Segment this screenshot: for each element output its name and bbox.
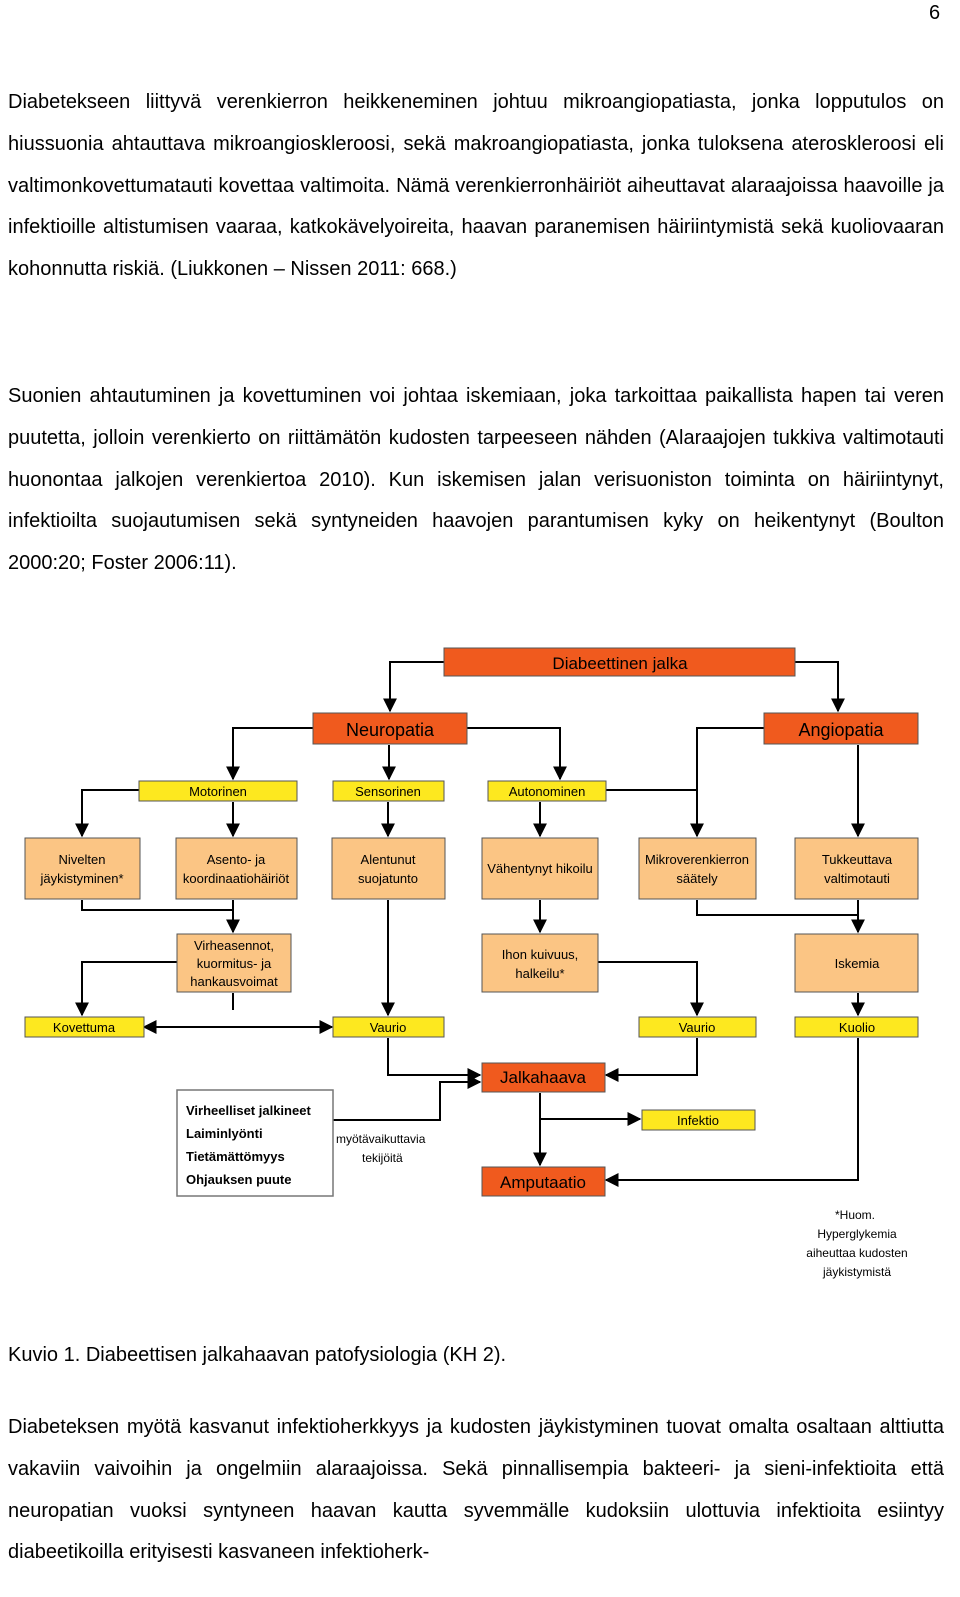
- connector: [388, 1038, 480, 1075]
- connector: [606, 1038, 697, 1075]
- node-neuropathy-label: Neuropatia: [345, 720, 435, 740]
- node-joint-stiffness-l1: Nivelten: [58, 852, 106, 867]
- connector: [697, 728, 764, 790]
- connector: [598, 962, 697, 1015]
- note-l2: Hyperglykemia: [817, 1227, 897, 1241]
- node-autonomic-label: Autonominen: [508, 784, 586, 799]
- connector: [82, 900, 233, 910]
- connector: [606, 790, 697, 836]
- node-amputation-label: Amputaatio: [500, 1173, 586, 1192]
- node-dry-skin: [482, 934, 598, 992]
- connector: [82, 790, 139, 836]
- node-posture-l1: Asento- ja: [206, 852, 266, 867]
- connector: [233, 728, 313, 779]
- factor-item: Tietämättömyys: [186, 1149, 285, 1164]
- connector: [390, 662, 444, 711]
- node-motor-label: Motorinen: [189, 784, 247, 799]
- node-microcirculation-l2: säätely: [676, 871, 718, 886]
- connector: [467, 728, 560, 779]
- node-diabetic-foot-label: Diabeettinen jalka: [552, 654, 688, 673]
- figure-caption: Kuvio 1. Diabeettisen jalkahaavan patofysiologia (KH 2).: [8, 1344, 507, 1366]
- pathophysiology-diagram: [0, 640, 960, 1300]
- paragraph-2: Suonien ahtautuminen ja kovettuminen voi johtaa iskemiaan, joka tarkoittaa paikallista hapen tai veren puutetta, jolloin verenkierto on riittämätön kudosten tarpeeseen nähden (Alaraajojen tukkiva valtimotauti huonontaa jalkojen verenkiertoa 2010). Kun iskemisen jalan verisuoniston toiminta on häiriintynyt, infektioilta suojautumisen sekä syntyneiden haavojen parantumisen kyky on heikentynyt (Boulton 2000:20; Foster 2006:11).: [8, 385, 944, 575]
- node-joint-stiffness-l2: jäykistyminen*: [40, 871, 124, 886]
- node-infection-label: Infektio: [677, 1113, 719, 1128]
- node-reduced-sweating-label: Vähentynyt hikoilu: [487, 861, 593, 876]
- note-l4: jäykistymistä: [822, 1265, 892, 1279]
- connector: [82, 962, 177, 1015]
- node-occlusive-disease-l2: valtimotauti: [824, 871, 890, 886]
- paragraph-1: Diabetekseen liittyvä verenkierron heikkeneminen johtuu mikroangiopatiasta, jonka lopputulos on hiussuonia ahtauttava mikroangioskleroosi, sekä makroangiopatiasta, jonka tuloksena ateroskleroosi eli valtimonkovettumatauti kovettaa valtimoita. Nämä verenkierronhäiriöt aiheuttavat alaraajoissa haavoille ja infektioille altistumisen vaaraa, katkokävelyoireita, haavan paranemisen häiriintymistä sekä kuoliovaaran kohonnutta riskiä. (Liukkonen – Nissen 2011: 668.): [8, 91, 944, 281]
- node-callus-label: Kovettuma: [52, 1020, 116, 1035]
- note-l3: aiheuttaa kudosten: [806, 1246, 908, 1260]
- factor-item: Laiminlyönti: [186, 1126, 263, 1141]
- factor-item: Virheelliset jalkineet: [186, 1103, 311, 1118]
- node-occlusive-disease-l1: Tukkeuttava: [821, 852, 893, 867]
- node-malposition-l3: hankausvoimat: [190, 974, 278, 989]
- node-reduced-sensation: [332, 838, 445, 899]
- node-dry-skin-l2: halkeilu*: [515, 966, 565, 981]
- node-foot-ulcer-label: Jalkahaava: [499, 1068, 587, 1087]
- node-angiopathy-label: Angiopatia: [798, 720, 884, 740]
- connector: [697, 900, 858, 915]
- node-malposition-l2: kuormitus- ja: [196, 956, 272, 971]
- node-sensory-label: Sensorinen: [355, 784, 421, 799]
- node-posture: [176, 838, 297, 899]
- node-microcirculation-l1: Mikroverenkierron: [644, 852, 750, 867]
- node-malposition-l1: Virheasennot,: [194, 938, 274, 953]
- node-ischemia-label: Iskemia: [834, 956, 880, 971]
- note-l1: *Huom.: [835, 1208, 876, 1222]
- connector: [540, 1093, 640, 1119]
- connector: [795, 662, 838, 711]
- factors-label-l1: myötävaikuttavia: [336, 1132, 426, 1146]
- node-damage-right-label: Vaurio: [678, 1020, 716, 1035]
- connector: [606, 1038, 858, 1180]
- node-gangrene-label: Kuolio: [838, 1020, 876, 1035]
- paragraph-3: Diabeteksen myötä kasvanut infektioherkkyys ja kudosten jäykistyminen tuovat omalta osaltaan alttiutta vakaviin vaivoihin ja ongelmiin alaraajoissa. Sekä pinnallisempia bakteeri- ja sieni-infektioita että neuropatian vuoksi syntyneen haavan kautta syvemmälle kudoksiin ulottuvia infektioita esiintyy diabeetikoilla erityisesti kasvaneen infektioherk-: [8, 1416, 944, 1564]
- node-reduced-sensation-l2: suojatunto: [358, 871, 418, 886]
- factor-item: Ohjauksen puute: [186, 1172, 292, 1187]
- node-posture-l2: koordinaatiohäiriöt: [182, 871, 290, 886]
- factors-label-l2: tekijöitä: [362, 1151, 403, 1165]
- node-dry-skin-l1: Ihon kuivuus,: [501, 947, 579, 962]
- node-microcirculation: [639, 838, 756, 899]
- node-reduced-sensation-l1: Alentunut: [360, 852, 416, 867]
- node-occlusive-disease: [795, 838, 918, 899]
- node-joint-stiffness: [25, 838, 140, 899]
- connector: [333, 1082, 480, 1120]
- node-damage-left-label: Vaurio: [369, 1020, 407, 1035]
- page-number: 6: [929, 2, 941, 24]
